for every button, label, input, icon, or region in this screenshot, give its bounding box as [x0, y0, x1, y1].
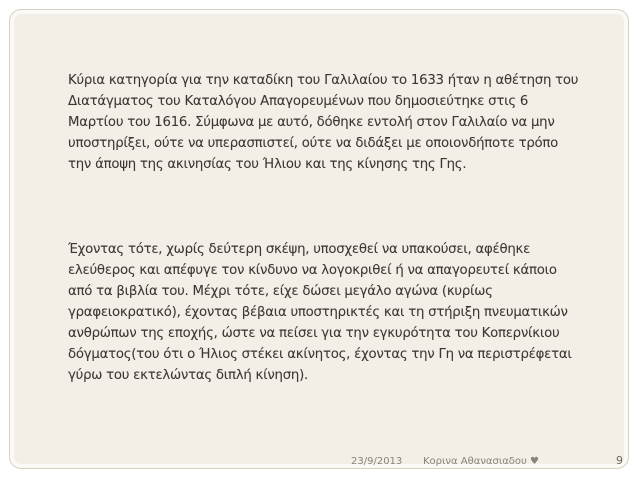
paragraph-line: Μαρτίου του 1616. Σύμφωνα με αυτό, δόθηκε εντολή στον Γαλιλαίο να μην — [68, 115, 555, 130]
paragraph-line: ανθρώπων της εποχής, ώστε να πείσει για την εγκυρότητα του Κοπερνίκιου — [68, 326, 560, 341]
paragraph-line: Κύρια κατηγορία για την καταδίκη του Γαλιλαίου το 1633 ήταν η αθέτηση του — [68, 73, 579, 88]
paragraph-line: Έχοντας τότε, χωρίς δεύτερη σκέψη, υποσχεθεί να υπακούσει, αφέθηκε — [68, 242, 531, 257]
footer-author: Κορινα Αθανασιαδου ♥ — [423, 456, 539, 467]
page-number: 9 — [616, 454, 623, 467]
paragraph-line: γραφειοκρατικό), έχοντας βέβαια υποστηρικτές και τη στήριξη πνευματικών — [68, 305, 568, 320]
paragraph-condemnation — [68, 70, 608, 175]
paragraph-line: γύρω του εκτελώντας διπλή κίνηση). — [68, 368, 308, 383]
paragraph-line: Διατάγματος του Καταλόγου Απαγορευμένων που δημοσιεύτηκε στις 6 — [68, 94, 529, 109]
paragraph-line: δόγματος(του ότι ο Ήλιος στέκει ακίνητος, έχοντας την Γη να περιστρέφεται — [68, 347, 572, 362]
paragraph-release — [68, 239, 608, 386]
paragraph-line: την άποψη της ακινησίας του Ήλιου και της κίνησης της Γης. — [68, 157, 467, 172]
paragraph-line: ελεύθερος και απέφυγε τον κίνδυνο να λογοκριθεί ή να απαγορευτεί κάποιο — [68, 263, 557, 278]
paragraph-line: υποστηρίξει, ούτε να υπερασπιστεί, ούτε να διδάξει με οποιονδήποτε τρόπο — [68, 136, 559, 151]
paragraph-line: από τα βιβλία του. Μέχρι τότε, είχε δώσει μεγάλο αγώνα (κυρίως — [68, 284, 493, 299]
footer-date: 23/9/2013 — [351, 456, 403, 467]
